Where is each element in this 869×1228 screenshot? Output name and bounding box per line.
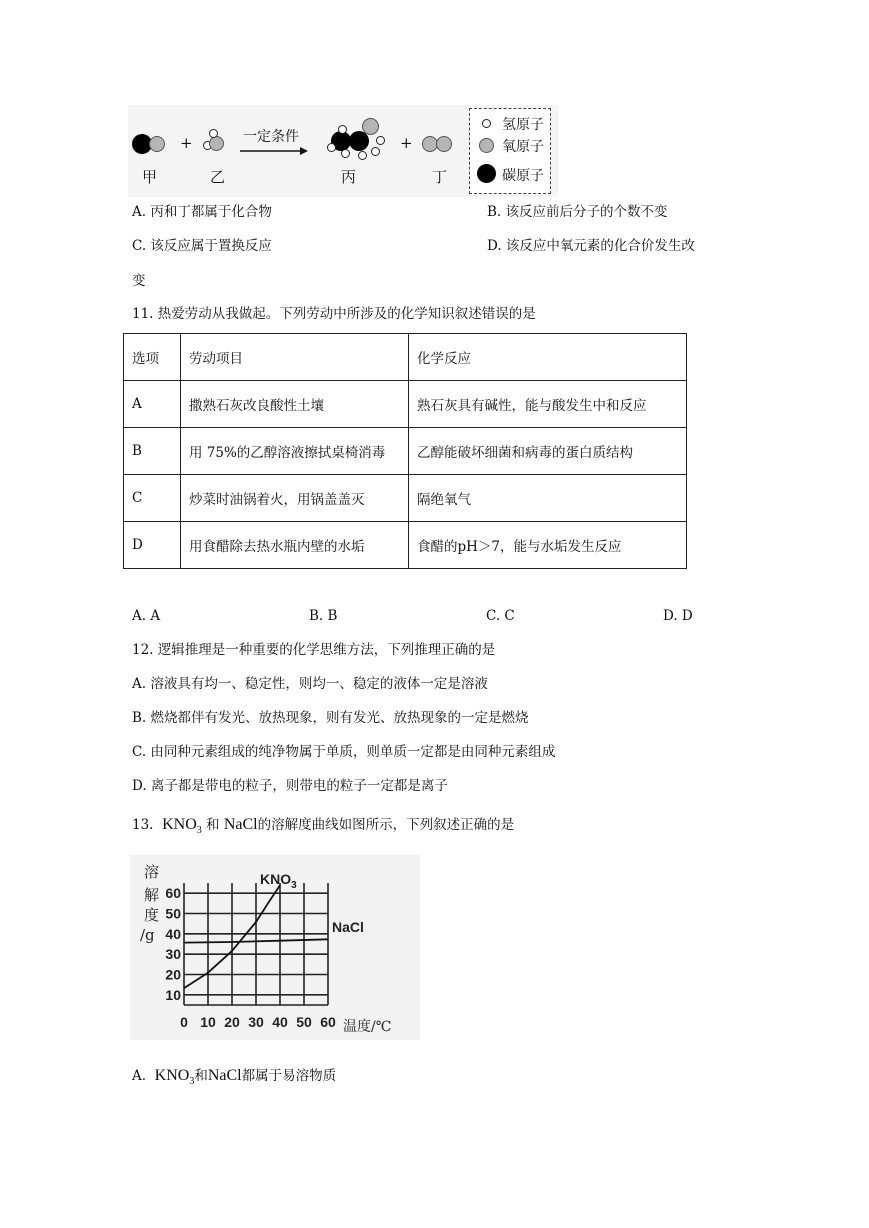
y-tick-label: 20 (165, 966, 181, 983)
y-tick-label: 10 (165, 986, 181, 1003)
x-tick-label: 20 (224, 1014, 240, 1030)
q10-option-d[interactable]: D. 该反应中氧元素的化合价发生改 (487, 238, 695, 254)
oxygen-atom (209, 136, 224, 151)
x-tick-label: 60 (320, 1014, 336, 1030)
x-tick-label: 50 (296, 1014, 312, 1030)
q11-option-a[interactable]: A. A (132, 608, 161, 624)
label-ding: 丁 (432, 168, 448, 186)
table-cell: 用食醋除去热水瓶内壁的水垢 (181, 522, 409, 569)
q13-stem (132, 816, 514, 840)
plus-sign: + (400, 134, 413, 152)
oxygen-legend-icon (479, 138, 494, 153)
hydrogen-atom (341, 149, 350, 158)
table-cell: 用 75%的乙醇溶液擦拭桌椅消毒 (181, 428, 409, 475)
y-axis-label: /g (140, 926, 155, 944)
oxygen-atom (436, 136, 452, 152)
table-cell: B (124, 428, 181, 475)
q11-option-c[interactable]: C. C (486, 608, 515, 624)
legend-hydrogen: 氢原子 (502, 117, 544, 133)
hydrogen-atom (358, 151, 367, 160)
table-row (124, 428, 687, 475)
label-yi: 乙 (210, 168, 226, 186)
carbon-legend-icon (477, 164, 496, 183)
table-row (124, 381, 687, 428)
reaction-condition: 一定条件 (243, 129, 299, 145)
carbon-atom (349, 131, 369, 151)
chart-grid (184, 883, 328, 1005)
hydrogen-atom (376, 136, 385, 145)
q13-stem-rest: 的溶解度曲线如图所示，下列叙述正确的是 (257, 817, 515, 833)
label-jia: 甲 (142, 168, 158, 186)
table-cell: 炒菜时油锅着火，用锅盖盖灭 (181, 475, 409, 522)
table-cell: 撒熟石灰改良酸性土壤 (181, 381, 409, 428)
table-row (124, 475, 687, 522)
table-header: 选项 (124, 334, 181, 381)
table-header: 化学反应 (409, 334, 687, 381)
table-cell: 熟石灰具有碱性，能与酸发生中和反应 (409, 381, 687, 428)
table-cell: C (124, 475, 181, 522)
q13-option-a[interactable]: A. $KNO_3$和NaCl都属于易溶物质 (132, 1067, 337, 1088)
q10-option-c[interactable]: C. 该反应属于置换反应 (132, 238, 272, 254)
q10-option-d-cont: 变 (132, 273, 146, 289)
q12-stem: 12. 逻辑推理是一种重要的化学思维方法，下列推理正确的是 (132, 642, 496, 658)
label-bing: 丙 (341, 168, 357, 186)
y-tick-label: 40 (165, 925, 181, 942)
chart-ticks (165, 885, 336, 1030)
x-axis-label: 温度/℃ (343, 1019, 392, 1035)
q10-option-a[interactable]: A. 丙和丁都属于化合物 (132, 204, 272, 220)
reaction-arrow-icon (238, 146, 310, 156)
x-tick-label: 0 (180, 1014, 188, 1030)
table-cell: 隔绝氧气 (409, 475, 687, 522)
table-header-row (124, 334, 687, 381)
hydrogen-atom (371, 147, 380, 156)
atom-legend (469, 108, 551, 194)
q12-option-c[interactable]: C. 由同种元素组成的纯净物属于单质，则单质一定都是由同种元素组成 (132, 744, 556, 760)
y-tick-label: 50 (165, 905, 181, 922)
q11-option-d[interactable]: D. D (663, 608, 693, 624)
y-tick-label: 30 (165, 946, 181, 963)
formula-kno3: $KNO_3$ (162, 816, 202, 837)
q13-number: 13. (132, 817, 154, 833)
x-tick-label: 40 (272, 1014, 288, 1030)
legend-carbon: 碳原子 (502, 168, 544, 184)
table-row (124, 522, 687, 569)
series-label-kno3: $KNO_3$ (260, 871, 297, 891)
q12-option-a[interactable]: A. 溶液具有均一、稳定性，则均一、稳定的液体一定是溶液 (132, 676, 488, 692)
q11-stem: 11. 热爱劳动从我做起。下列劳动中所涉及的化学知识叙述错误的是 (132, 306, 536, 322)
q11-option-b[interactable]: B. B (309, 608, 338, 624)
y-axis-label: 度 (144, 906, 160, 924)
formula-nacl: NaCl (223, 816, 258, 833)
y-axis-label: 溶 (144, 863, 160, 881)
labor-table (123, 333, 687, 569)
solubility-chart (130, 855, 420, 1040)
q13-he: 和 (206, 817, 220, 833)
formula-kno3: $KNO_3$ (154, 1067, 195, 1088)
plus-sign: + (180, 134, 193, 152)
q12-option-d[interactable]: D. 离子都是带电的粒子，则带电的粒子一定都是离子 (132, 778, 448, 794)
formula-nacl: NaCl (207, 1067, 242, 1084)
hydrogen-atom (327, 143, 336, 152)
table-cell: 乙醇能破坏细菌和病毒的蛋白质结构 (409, 428, 687, 475)
q10-option-b[interactable]: B. 该反应前后分子的个数不变 (487, 204, 668, 220)
legend-oxygen: 氧原子 (502, 139, 544, 155)
oxygen-atom (149, 136, 165, 152)
y-axis-label: 解 (144, 886, 160, 904)
hydrogen-legend-icon (482, 119, 491, 128)
table-cell: D (124, 522, 181, 569)
series-label-nacl: NaCl (332, 919, 364, 935)
table-cell: A (124, 381, 181, 428)
x-tick-label: 10 (200, 1014, 216, 1030)
hydrogen-atom (209, 129, 218, 138)
x-tick-label: 30 (248, 1014, 264, 1030)
table-header: 劳动项目 (181, 334, 409, 381)
hydrogen-atom (338, 125, 347, 134)
y-tick-label: 60 (165, 885, 181, 902)
q12-option-b[interactable]: B. 燃烧都伴有发光、放热现象，则有发光、放热现象的一定是燃烧 (132, 710, 529, 726)
table-cell: 食醋的pH＞7，能与水垢发生反应 (409, 522, 687, 569)
